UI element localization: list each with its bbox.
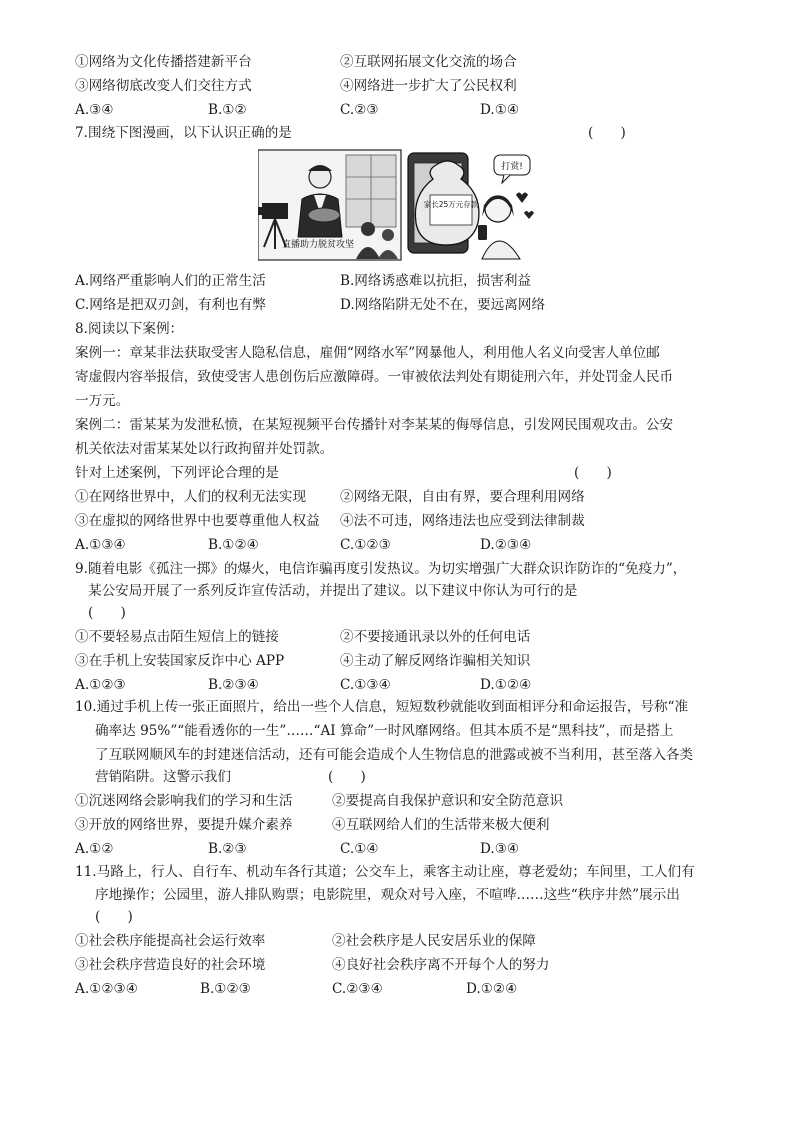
q11-choice-d: D.①②④	[466, 981, 518, 997]
q10-option-4: ④互联网给人们的生活带来极大便利	[332, 817, 550, 833]
q6-choice-a: A.③④	[75, 102, 114, 118]
q10-answer-bracket: ( )	[328, 769, 366, 785]
q11-answer-bracket: ( )	[95, 909, 133, 925]
q8-stem: 8.阅读以下案例：	[75, 321, 184, 337]
q7-choice-b: B.网络诱惑难以抗拒，损害利益	[340, 273, 532, 289]
q6-choice-c: C.②③	[340, 102, 379, 118]
q10-choice-d: D.③④	[480, 841, 520, 857]
q11-option-1: ①社会秩序能提高社会运行效率	[75, 933, 266, 949]
q9-choice-a: A.①②③	[75, 677, 126, 693]
q7-stem: 7.围绕下图漫画，以下认识正确的是	[75, 125, 292, 141]
q8-option-2: ②网络无限，自由有界，要合理利用网络	[340, 489, 585, 505]
q9-stem-line1: 9.随着电影《孤注一掷》的爆火，电信诈骗再度引发热议。为切实增强广大群众识诈防诈的“免疫力”，	[75, 561, 687, 577]
q8-answer-bracket: ( )	[574, 465, 612, 481]
q10-option-3: ③开放的网络世界，要提升媒介素养	[75, 817, 293, 833]
q10-option-1: ①沉迷网络会影响我们的学习和生活	[75, 793, 293, 809]
q6-choice-b: B.①②	[208, 102, 247, 118]
cartoon-illustration	[258, 147, 536, 262]
q9-option-4: ④主动了解反网络诈骗相关知识	[340, 653, 531, 669]
q10-choice-b: B.②③	[208, 841, 247, 857]
q11-choice-a: A.①②③④	[75, 981, 138, 997]
q8-choice-b: B.①②④	[208, 537, 259, 553]
cartoon-right-card: 家长25万元存款	[423, 200, 479, 209]
q9-option-3: ③在手机上安装国家反诈中心 APP	[75, 653, 285, 669]
q11-option-3: ③社会秩序营造良好的社会环境	[75, 957, 266, 973]
q10-stem-line1: 10.通过手机上传一张正面照片，给出一些个人信息，短短数秒就能收到面相评分和命运报告，号称“准	[75, 699, 689, 715]
q11-choice-c: C.②③④	[332, 981, 383, 997]
q7-cartoon	[258, 147, 536, 262]
q9-option-1: ①不要轻易点击陌生短信上的链接	[75, 629, 279, 645]
q7-choice-d: D.网络陷阱无处不在，要远离网络	[340, 297, 546, 313]
q10-stem-line2: 确率达 95%”“能看透你的一生”……“AI 算命”一时风靡网络。但其本质不是“黑科技”，而是搭上	[95, 723, 674, 739]
q9-choice-b: B.②③④	[208, 677, 259, 693]
q9-choice-d: D.①②④	[480, 677, 532, 693]
q9-choice-c: C.①③④	[340, 677, 391, 693]
q10-option-2: ②要提高自我保护意识和安全防范意识	[332, 793, 564, 809]
q7-answer-bracket: ( )	[588, 125, 626, 141]
q6-option-2: ②互联网拓展文化交流的场合	[340, 54, 517, 70]
q10-stem-line4: 营销陷阱。这警示我们	[95, 769, 231, 785]
q8-option-4: ④法不可违，网络违法也应受到法律制裁	[340, 513, 585, 529]
q9-stem-line2: 某公安局开展了一系列反诈宣传活动，并提出了建议。以下建议中你认为可行的是	[88, 583, 578, 599]
q7-choice-a: A.网络严重影响人们的正常生活	[75, 273, 266, 289]
q10-choice-a: A.①②	[75, 841, 114, 857]
q11-stem-line2: 序地操作；公园里，游人排队购票；电影院里，观众对号入座，不喧哗……这些“秩序井然”展示出	[95, 887, 680, 903]
q8-case1-line2: 寄虚假内容举报信，致使受害人患创伤后应激障碍。一审被依法判处有期徒刑六年，并处罚金人民币	[75, 369, 674, 385]
q8-question: 针对上述案例，下列评论合理的是	[75, 465, 279, 481]
q8-case1-line1: 案例一：章某非法获取受害人隐私信息，雇佣“网络水军”网暴他人，利用他人名义向受害人单位邮	[75, 345, 660, 361]
q8-choice-d: D.②③④	[480, 537, 532, 553]
q8-case2-line2: 机关依法对雷某某处以行政拘留并处罚款。	[75, 441, 334, 457]
cartoon-speech-bubble: 打赏!	[501, 162, 523, 172]
q6-option-1: ①网络为文化传播搭建新平台	[75, 54, 252, 70]
q8-case2-line1: 案例二：雷某某为发泄私愤，在某短视频平台传播针对李某某的侮辱信息，引发网民围观攻击。公安	[75, 417, 674, 433]
q11-choice-b: B.①②③	[200, 981, 251, 997]
q8-option-1: ①在网络世界中，人们的权利无法实现	[75, 489, 307, 505]
q8-option-3: ③在虚拟的网络世界中也要尊重他人权益	[75, 513, 320, 529]
q6-option-4: ④网络进一步扩大了公民权利	[340, 78, 517, 94]
q9-option-2: ②不要接通讯录以外的任何电话	[340, 629, 531, 645]
q8-choice-c: C.①②③	[340, 537, 391, 553]
q11-option-2: ②社会秩序是人民安居乐业的保障	[332, 933, 536, 949]
q8-choice-a: A.①③④	[75, 537, 126, 553]
q6-choice-d: D.①④	[480, 102, 520, 118]
q10-stem-line3: 了互联网顺风车的封建迷信活动，还有可能会造成个人生物信息的泄露或被不当利用，甚至落入各类	[95, 747, 694, 763]
cartoon-left-caption: 直播助力脱贫攻坚	[282, 240, 355, 250]
q8-case1-line3: 一万元。	[75, 393, 130, 409]
q10-choice-c: C.①④	[340, 841, 379, 857]
q11-option-4: ④良好社会秩序离不开每个人的努力	[332, 957, 550, 973]
q11-stem-line1: 11.马路上，行人、自行车、机动车各行其道；公交车上，乘客主动让座，尊老爱幼；车间里，工人们有	[75, 864, 695, 880]
q9-answer-bracket: ( )	[88, 605, 126, 621]
q7-choice-c: C.网络是把双刃剑，有利也有弊	[75, 297, 266, 313]
q6-option-3: ③网络彻底改变人们交往方式	[75, 78, 252, 94]
